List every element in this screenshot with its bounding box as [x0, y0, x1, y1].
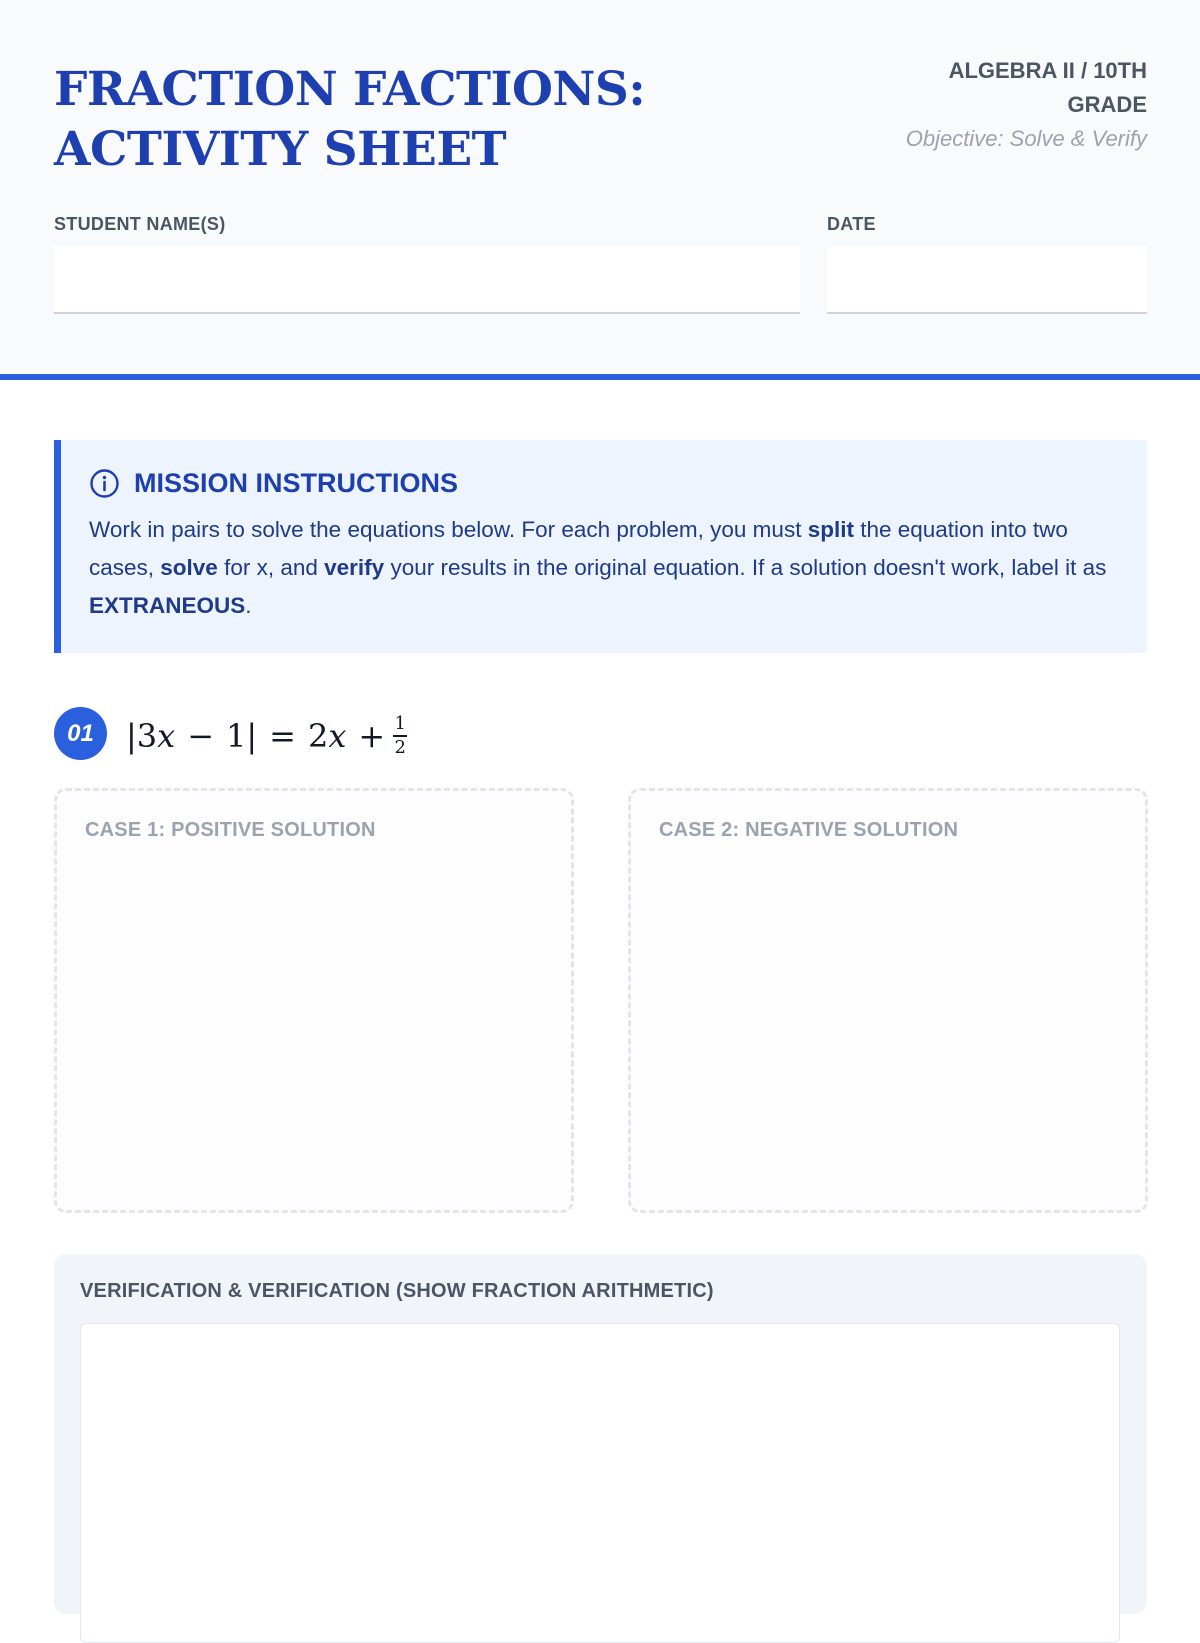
case-1-label: CASE 1: POSITIVE SOLUTION [85, 819, 376, 841]
case-2-workspace[interactable] [628, 788, 1148, 1213]
eq-const-left: 1 [226, 717, 247, 755]
abs-open: | [126, 717, 137, 755]
verification-label: VERIFICATION & VERIFICATION (SHOW FRACTION ARITHMETIC) [80, 1280, 714, 1302]
verification-workspace[interactable] [80, 1323, 1120, 1643]
grade-label: ALGEBRA II / 10TH GRADE [948, 58, 1147, 117]
mission-text-part: . [245, 593, 252, 618]
mission-keyword-split: split [807, 517, 854, 542]
eq-var-right: x [328, 717, 347, 755]
date-field[interactable] [827, 246, 1147, 314]
fraction-numerator: 1 [394, 713, 406, 735]
page-title: FRACTION FACTIONS: ACTIVITY SHEET [54, 62, 646, 177]
eq-minus: − [187, 717, 214, 755]
verification-panel [54, 1254, 1147, 1614]
eq-fraction [393, 714, 407, 758]
eq-var-left: x [157, 717, 176, 755]
fraction-denominator: 2 [394, 736, 406, 758]
mission-keyword-solve: solve [160, 555, 218, 580]
problem-equation [126, 710, 407, 762]
mission-header [89, 468, 1123, 499]
abs-close: | [246, 717, 258, 755]
student-name-field[interactable] [54, 246, 800, 314]
course-meta [887, 54, 1147, 156]
mission-text-part: your results in the original equation. If a solution doesn't work, label it as [384, 555, 1107, 580]
mission-text-part: Work in pairs to solve the equations below. For each problem, you must [89, 517, 808, 542]
student-name-label: STUDENT NAME(S) [54, 214, 226, 234]
date-label: DATE [827, 214, 876, 234]
objective-label: Objective: Solve & Verify [905, 126, 1147, 151]
worksheet-header [0, 0, 1200, 380]
mission-keyword-verify: verify [324, 555, 385, 580]
mission-text-part: for x, and [217, 555, 325, 580]
case-2-label: CASE 2: NEGATIVE SOLUTION [659, 819, 959, 841]
mission-title: MISSION INSTRUCTIONS [134, 468, 459, 498]
eq-equals: = [269, 717, 296, 755]
info-circle-icon [89, 468, 120, 499]
eq-coef-right: 2 [307, 717, 329, 755]
mission-text [89, 511, 1123, 625]
problem-number-badge: 01 [54, 707, 107, 760]
eq-coef-left: 3 [136, 717, 158, 755]
mission-text-part: the equation into two cases, [89, 517, 1068, 580]
mission-keyword-extraneous: EXTRANEOUS [89, 593, 246, 618]
eq-plus: + [358, 717, 386, 755]
case-1-workspace[interactable] [54, 788, 574, 1213]
mission-instructions-panel [54, 440, 1147, 653]
